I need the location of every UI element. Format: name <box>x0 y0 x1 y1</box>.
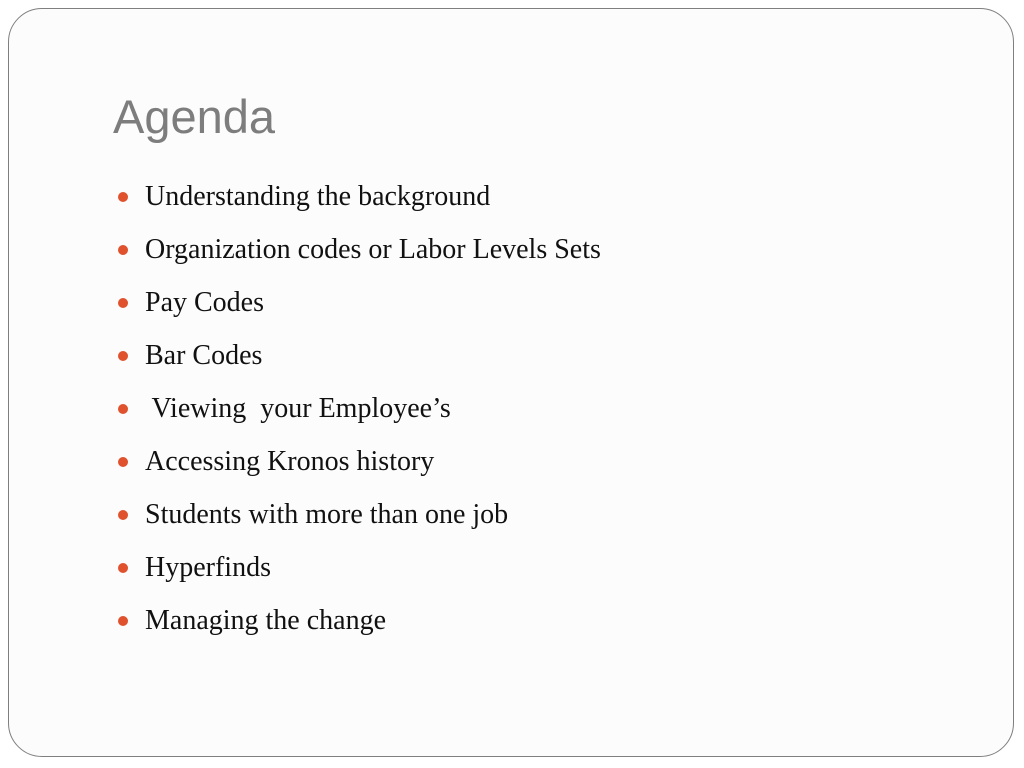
bullet-text: Viewing your Employee’s <box>145 393 451 424</box>
bullet-dot-icon <box>118 616 128 626</box>
slide-title: Agenda <box>113 90 276 143</box>
slide <box>8 8 1014 757</box>
bullet-dot-icon <box>118 457 128 467</box>
bullet-text: Organization codes or Labor Levels Sets <box>145 234 601 265</box>
bullet-item <box>113 336 263 389</box>
bullet-item <box>113 230 601 283</box>
bullet-item <box>113 389 451 442</box>
bullet-text: Hyperfinds <box>145 552 271 583</box>
bullet-item <box>113 495 509 548</box>
bullet-item <box>113 548 271 601</box>
bullet-item <box>113 601 387 654</box>
bullet-dot-icon <box>118 245 128 255</box>
bullet-list <box>113 177 601 654</box>
bullet-text: Managing the change <box>145 605 387 636</box>
bullet-text: Accessing Kronos history <box>145 446 435 477</box>
bullet-dot-icon <box>118 404 128 414</box>
bullet-dot-icon <box>118 351 128 361</box>
bullet-text: Students with more than one job <box>145 499 509 530</box>
bullet-item <box>113 283 264 336</box>
bullet-dot-icon <box>118 510 128 520</box>
bullet-text: Bar Codes <box>145 340 263 371</box>
bullet-item <box>113 177 491 230</box>
bullet-text: Pay Codes <box>145 287 264 318</box>
bullet-text: Understanding the background <box>145 181 491 212</box>
bullet-dot-icon <box>118 563 128 573</box>
bullet-dot-icon <box>118 298 128 308</box>
bullet-dot-icon <box>118 192 128 202</box>
bullet-item <box>113 442 435 495</box>
